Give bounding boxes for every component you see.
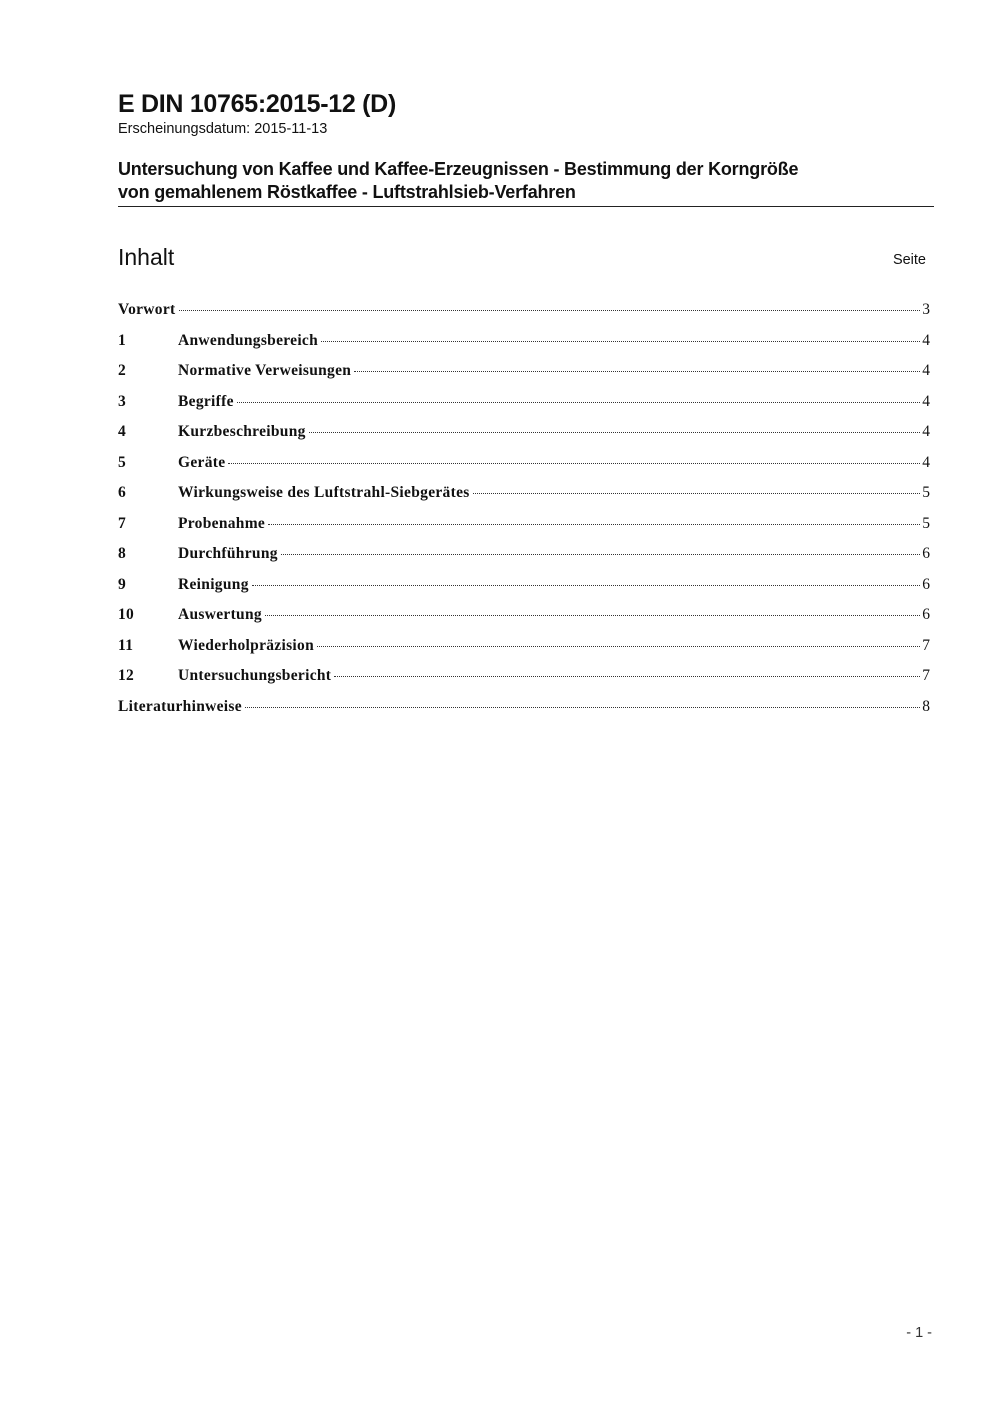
toc-entry-page: 6	[922, 606, 930, 623]
toc-entry-number: 7	[118, 514, 127, 532]
toc-entry-page: 4	[922, 362, 930, 379]
toc-entry-page: 8	[922, 697, 930, 715]
table-of-contents	[118, 301, 930, 728]
toc-entry-page: 4	[922, 331, 930, 349]
toc-entry-number: 9	[118, 575, 127, 593]
toc-entry-title: Reinigung	[178, 575, 249, 593]
toc-entry-vorwort[interactable]	[118, 301, 930, 332]
toc-entry-auswertung[interactable]	[118, 606, 930, 637]
toc-entry-page: 4	[922, 453, 930, 471]
toc-entry-wirkungsweise[interactable]	[118, 484, 930, 515]
title-divider	[118, 206, 934, 207]
toc-dot-leader	[354, 371, 920, 372]
toc-entry-wiederholpraezision[interactable]	[118, 637, 930, 668]
toc-entry-title: Normative Verweisungen	[178, 362, 352, 379]
toc-entry-page: 5	[922, 484, 930, 501]
toc-entry-page: 6	[922, 575, 930, 593]
toc-entry-title: Auswertung	[178, 606, 262, 623]
toc-entry-number: 5	[118, 453, 127, 471]
toc-entry-page: 5	[922, 514, 930, 532]
toc-entry-untersuchungsbericht[interactable]	[118, 667, 930, 698]
toc-entry-number: 11	[118, 636, 134, 654]
toc-entry-number: 6	[118, 484, 127, 501]
publication-date: Erscheinungsdatum: 2015-11-13	[118, 121, 328, 137]
toc-entry-page: 4	[922, 423, 930, 440]
toc-entry-title: Probenahme	[178, 514, 266, 532]
toc-entry-title: Wirkungsweise des Luftstrahl-Siebgerätes	[178, 484, 470, 501]
toc-entry-number: 2	[118, 362, 127, 379]
toc-entry-number: 3	[118, 392, 127, 410]
toc-dot-leader	[309, 432, 921, 433]
toc-dot-leader	[179, 310, 921, 311]
document-id: E DIN 10765:2015-12 (D)	[118, 90, 396, 118]
toc-dot-leader	[334, 676, 920, 677]
toc-dot-leader	[228, 463, 920, 464]
toc-entry-geraete[interactable]	[118, 454, 930, 485]
toc-entry-title: Durchführung	[178, 545, 278, 562]
page-number: - 1 -	[906, 1325, 932, 1341]
toc-entry-number: 4	[118, 423, 127, 440]
toc-entry-title: Untersuchungsbericht	[178, 667, 332, 684]
toc-entry-page: 7	[922, 636, 930, 654]
toc-entry-title: Anwendungsbereich	[178, 331, 319, 349]
toc-entry-title: Wiederholpräzision	[178, 636, 315, 654]
toc-entry-title: Vorwort	[118, 301, 176, 318]
toc-entry-anwendungsbereich[interactable]	[118, 332, 930, 363]
toc-dot-leader	[268, 524, 920, 525]
toc-entry-kurzbeschreibung[interactable]	[118, 423, 930, 454]
toc-dot-leader	[252, 585, 921, 586]
toc-dot-leader	[237, 402, 920, 403]
toc-entry-number: 12	[118, 667, 135, 684]
toc-page-column-label: Seite	[892, 252, 926, 268]
toc-dot-leader	[265, 615, 920, 616]
toc-entry-page: 6	[922, 545, 930, 562]
toc-entry-title: Kurzbeschreibung	[178, 423, 306, 440]
toc-entry-page: 7	[922, 667, 930, 684]
toc-dot-leader	[321, 341, 920, 342]
toc-dot-leader	[281, 554, 920, 555]
toc-heading: Inhalt	[118, 244, 175, 270]
toc-entry-durchfuehrung[interactable]	[118, 545, 930, 576]
toc-entry-probenahme[interactable]	[118, 515, 930, 546]
toc-entry-title: Geräte	[178, 453, 226, 471]
toc-dot-leader	[245, 707, 920, 708]
toc-entry-page: 4	[922, 392, 930, 410]
toc-entry-number: 10	[118, 606, 135, 623]
toc-entry-page: 3	[922, 301, 930, 318]
toc-entry-literaturhinweise[interactable]	[118, 698, 930, 729]
toc-dot-leader	[473, 493, 921, 494]
toc-entry-number: 1	[118, 331, 127, 349]
document-title-line: Untersuchung von Kaffee und Kaffee-Erzeugnissen - Bestimmung der Korngröße	[118, 159, 799, 179]
document-title	[118, 158, 934, 204]
toc-entry-title: Begriffe	[178, 392, 234, 410]
document-title-line: von gemahlenem Röstkaffee - Luftstrahlsieb-Verfahren	[118, 182, 576, 202]
toc-entry-title: Literaturhinweise	[118, 697, 242, 715]
toc-entry-number: 8	[118, 545, 127, 562]
toc-dot-leader	[317, 646, 920, 647]
toc-entry-normative-verweisungen[interactable]	[118, 362, 930, 393]
toc-entry-begriffe[interactable]	[118, 393, 930, 424]
toc-entry-reinigung[interactable]	[118, 576, 930, 607]
